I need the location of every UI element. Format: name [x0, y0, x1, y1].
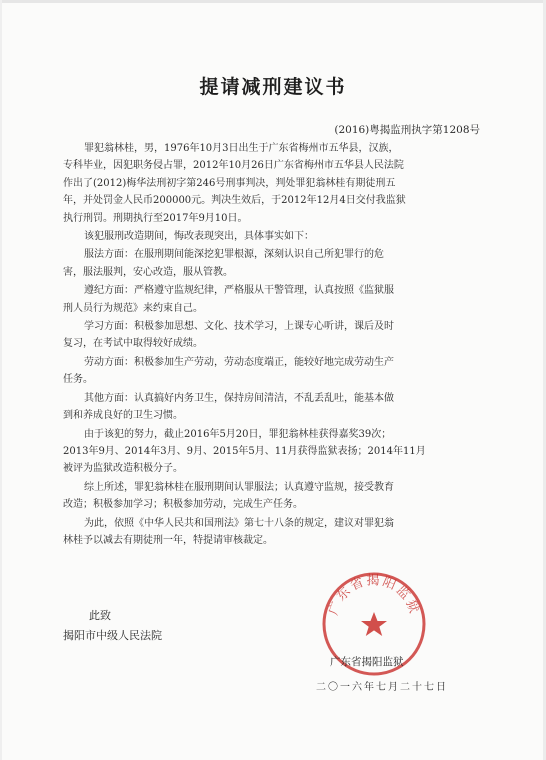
- body-line: 劳动方面：积极参加生产劳动，劳动态度端正，能较好地完成劳动生产: [84, 356, 394, 368]
- body-line: 服法方面：在服刑期间能深挖犯罪根源，深刻认识自己所犯罪行的危: [84, 249, 384, 261]
- body-line: 专科毕业，因犯职务侵占罪，2012年10月26日广东省梅州市五华县人民法院: [63, 160, 404, 172]
- body-line: 林桂予以减去有期徒刑一年，特提请审核裁定。: [63, 534, 273, 546]
- body-line: 执行刑罚。刑期执行至2017年9月10日。: [63, 212, 248, 224]
- body-line: 被评为监狱改造积极分子。: [63, 463, 183, 475]
- body-line: 年，并处罚金人民币200000元。判决生效后，于2012年12月4日交付我监狱: [63, 195, 406, 207]
- body-line: 刑人员行为规范》来约束自己。: [63, 302, 203, 314]
- body-line: 改造；积极参加学习；积极参加劳动，完成生产任务。: [63, 499, 303, 511]
- issue-date: 二〇一六年七月二十七日: [316, 682, 448, 693]
- closing-recipient: 揭阳市中级人民法院: [63, 629, 162, 642]
- body-line: 2013年9月、2014年3月、9月、2015年5月、11月获得监狱表扬；2014年11月: [63, 445, 426, 457]
- document-title: 提请减刑建议书: [199, 76, 347, 98]
- body-paragraph: [63, 390, 489, 425]
- body-paragraph: [63, 515, 489, 550]
- document-body: [63, 140, 489, 549]
- body-line: 复习，在考试中取得较好成绩。: [63, 338, 203, 350]
- body-line: 学习方面：积极参加思想、文化、技术学习，上课专心听讲，课后及时: [84, 321, 394, 333]
- body-paragraph: [63, 282, 489, 317]
- body-paragraph: [63, 228, 489, 245]
- body-paragraph: [63, 354, 489, 389]
- body-line: 为此，依照《中华人民共和国刑法》第七十八条的规定，建议对罪犯翁: [84, 517, 394, 529]
- body-paragraph: [63, 479, 489, 514]
- body-line: 害，服法服判，安心改造，服从管教。: [63, 266, 233, 278]
- stamp-text: 广东省揭阳监狱: [326, 573, 422, 618]
- body-line: 作出了(2012)梅华法刑初字第246号刑事判决，判处罪犯翁林桂有期徒刑五: [63, 177, 396, 189]
- body-paragraph: [63, 426, 489, 478]
- body-line: 由于该犯的努力，截止2016年5月20日，罪犯翁林桂获得嘉奖39次；: [84, 428, 392, 440]
- star-icon: [361, 612, 387, 636]
- body-paragraph: [63, 318, 489, 353]
- body-line: 该犯服刑改造期间，悔改表现突出，具体事实如下：: [84, 231, 314, 243]
- body-line: 到和养成良好的卫生习惯。: [63, 410, 183, 422]
- body-paragraph: [63, 140, 489, 227]
- scan-edge-top: [0, 0, 546, 3]
- body-line: 综上所述，罪犯翁林桂在服刑期间认罪服法；认真遵守监规，接受教育: [84, 481, 394, 493]
- body-line: 罪犯翁林桂，男，1976年10月3日出生于广东省梅州市五华县，汉族，: [84, 143, 399, 154]
- body-line: 其他方面：认真搞好内务卫生，保持房间清洁，不乱丢乱吐，能基本做: [84, 392, 394, 404]
- body-paragraph: [63, 246, 489, 281]
- issuer-name: 广东省揭阳监狱: [330, 656, 404, 668]
- closing-block: [63, 606, 162, 646]
- body-line: 遵纪方面：严格遵守监规纪律，严格服从干警管理，认真按照《监狱服: [84, 285, 394, 297]
- body-line: 任务。: [63, 374, 93, 386]
- scan-edge-left: [0, 0, 2, 760]
- document-number: (2016)粤揭监刑执字第1208号: [334, 124, 480, 136]
- closing-salutation: 此致: [89, 609, 111, 622]
